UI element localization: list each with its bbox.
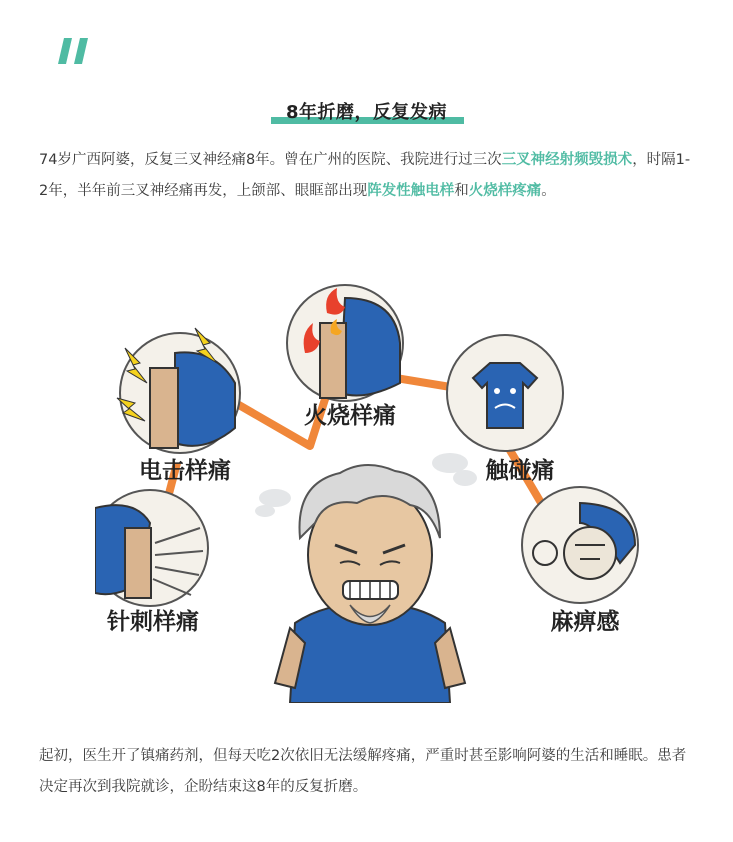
intro-text-1: 74岁广西阿婆，反复三叉神经痛8年。曾在广州的医院、我院进行过三次 — [39, 152, 502, 168]
needle-circle — [95, 490, 208, 606]
numbness-circle — [522, 487, 638, 603]
label-burning: 火烧样痛 — [304, 403, 396, 429]
highlight-electric: 阵发性触电样 — [367, 183, 455, 199]
quote-mark-icon — [58, 38, 94, 64]
elderly-patient-figure — [275, 465, 465, 703]
highlight-burning: 火烧样疼痛 — [468, 183, 542, 199]
touch-circle — [447, 335, 563, 451]
pain-types-illustration — [95, 283, 665, 703]
electric-shock-circle — [117, 328, 240, 453]
intro-paragraph — [39, 145, 699, 207]
section-title: 8年折磨，反复发病 — [285, 102, 448, 123]
label-touch: 触碰痛 — [485, 458, 555, 484]
intro-text-2: ，时隔1-2年，半年前三叉神经痛再发，上颌部、眼眶部出现 — [39, 152, 691, 199]
highlight-procedure: 三叉神经射频毁损术 — [501, 152, 633, 168]
label-needle: 针刺样痛 — [107, 609, 199, 635]
burning-circle — [287, 285, 403, 401]
section-title-wrap — [0, 98, 733, 124]
intro-text-4: 。 — [541, 183, 556, 199]
outro-paragraph: 起初，医生开了镇痛药剂，但每天吃2次依旧无法缓解疼痛，严重时甚至影响阿婆的生活和睡眠。患者决定再次到我院就诊，企盼结束这8年的反复折磨。 — [39, 748, 687, 795]
label-numbness: 麻痹感 — [550, 609, 620, 635]
label-electric: 电击样痛 — [139, 458, 231, 484]
intro-text-3: 和 — [454, 183, 469, 199]
